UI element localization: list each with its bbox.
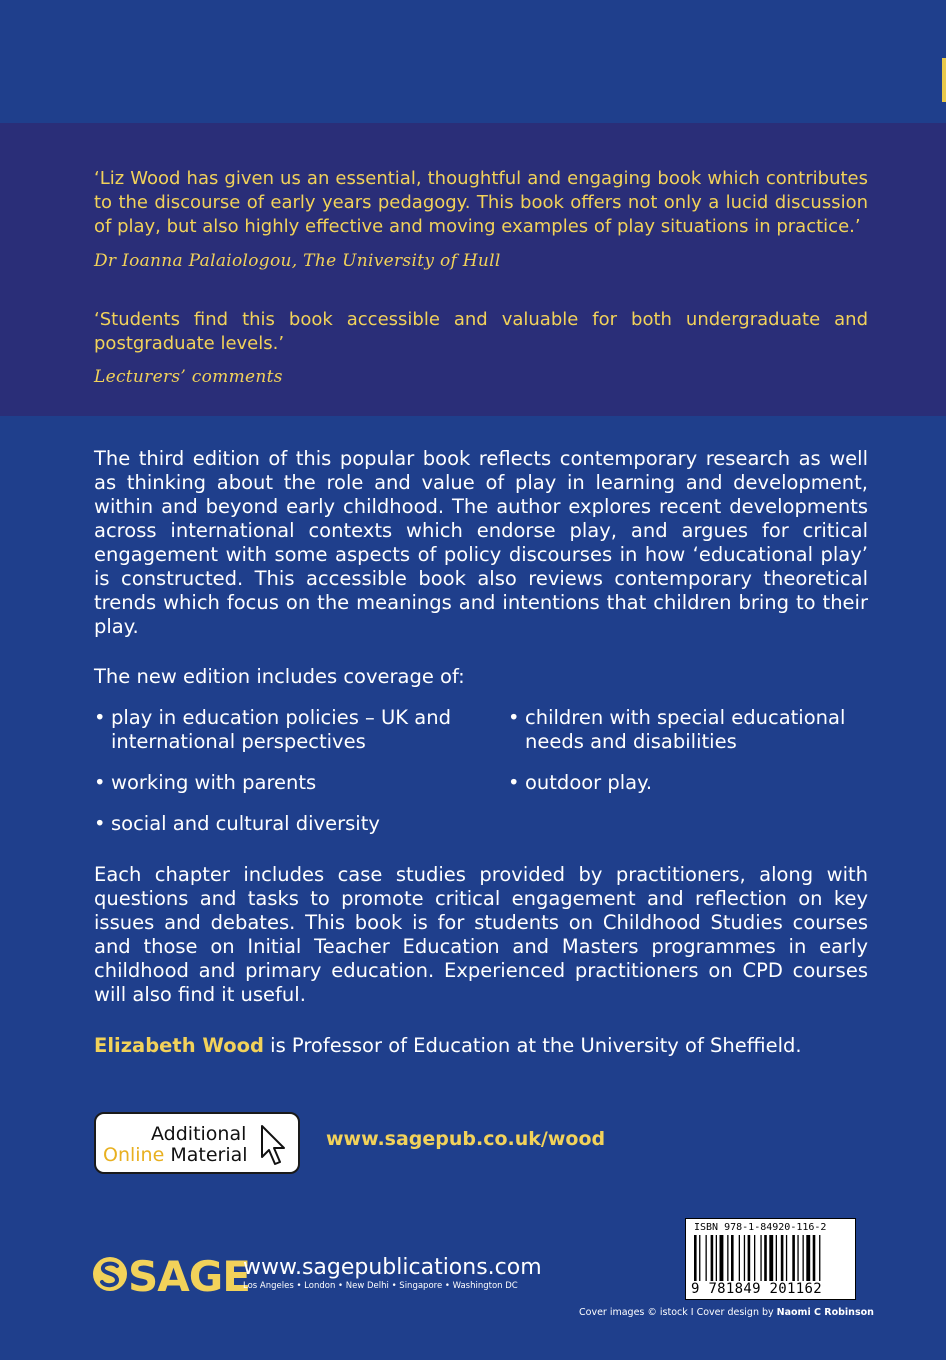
edge-mark	[942, 58, 946, 102]
book-description: The third edition of this popular book reflects contemporary research as well as thinking about the role and value of play in learning and development, within and beyond early childhood. The author explores recent developments across international contexts which endorse play, and argues for critical engagement with some aspects of policy discourses in how ‘educational play’ is constructed. This accessible book also reviews contemporary theoretical trends which focus on the meanings and intentions that children bring to their play.	[94, 447, 868, 638]
coverage-intro: The new edition includes coverage of:	[94, 665, 465, 688]
coverage-item-text: children with special educational needs and disabilities	[525, 706, 846, 753]
review-source-1: Dr Ioanna Palaiologou, The University of Hull	[94, 251, 501, 271]
bullet-icon: •	[508, 706, 520, 729]
chapters-description: Each chapter includes case studies provided by practitioners, along with questions and tasks to promote critical engagement and reflection on key issues and debates. This book is for students on Childhood Studies courses and those on Initial Teacher Education and Masters programmes in early childhood and primary education. Experienced practitioners on CPD courses will also find it useful.	[94, 863, 868, 1006]
bullet-icon: •	[508, 771, 520, 794]
badge-online-word: Online	[103, 1144, 165, 1166]
coverage-item-text: outdoor play.	[525, 771, 653, 794]
badge-line-additional: Additional	[151, 1123, 247, 1145]
author-name: Elizabeth Wood	[94, 1034, 264, 1057]
publisher-cities: Los Angeles • London • New Delhi • Singapore • Washington DC	[243, 1281, 518, 1291]
mouse-cursor-icon	[259, 1124, 287, 1168]
coverage-item	[94, 706, 474, 754]
coverage-item	[94, 812, 474, 836]
online-material-badge[interactable]	[94, 1112, 300, 1174]
bullet-icon: •	[94, 812, 106, 835]
isbn-label: ISBN 978-1-84920-116-2	[694, 1222, 827, 1233]
author-bio-text: is Professor of Education at the University of Sheffield.	[263, 1034, 802, 1057]
review-quote-1: ‘Liz Wood has given us an essential, thoughtful and engaging book which contributes to the discourse of early years pedagogy. This book offers not only a lucid discussion of play, but also highly effective and moving examples of play situations in practice.’	[94, 168, 868, 237]
review-quote-2: ‘Students find this book accessible and valuable for both undergraduate and postgraduate levels.’	[94, 309, 868, 354]
coverage-item-text: working with parents	[111, 771, 317, 794]
companion-website-link[interactable]: www.sagepub.co.uk/wood	[326, 1128, 606, 1150]
cover-credits-text: Cover images © istock I Cover design by	[579, 1307, 777, 1318]
cover-credits	[579, 1307, 874, 1318]
isbn-digits: 9 781849 201162	[691, 1281, 822, 1297]
badge-material-word: Material	[164, 1144, 248, 1166]
review-source-2: Lecturers’ comments	[94, 367, 283, 387]
badge-line-online-material	[103, 1144, 248, 1166]
coverage-item	[94, 771, 474, 795]
coverage-item	[508, 771, 878, 795]
sage-logo-icon	[92, 1254, 128, 1294]
cover-designer: Naomi C Robinson	[776, 1307, 874, 1318]
isbn-barcode	[685, 1218, 856, 1300]
quote-band	[0, 123, 946, 416]
sage-logo-text: SAGE	[128, 1252, 250, 1301]
publisher-url[interactable]: www.sagepublications.com	[243, 1255, 542, 1280]
coverage-item-text: play in education policies – UK and international perspectives	[111, 706, 451, 753]
author-bio	[94, 1034, 802, 1057]
bullet-icon: •	[94, 771, 106, 794]
bullet-icon: •	[94, 706, 106, 729]
barcode-bars	[694, 1235, 849, 1281]
coverage-item-text: social and cultural diversity	[111, 812, 380, 835]
coverage-item	[508, 706, 878, 754]
